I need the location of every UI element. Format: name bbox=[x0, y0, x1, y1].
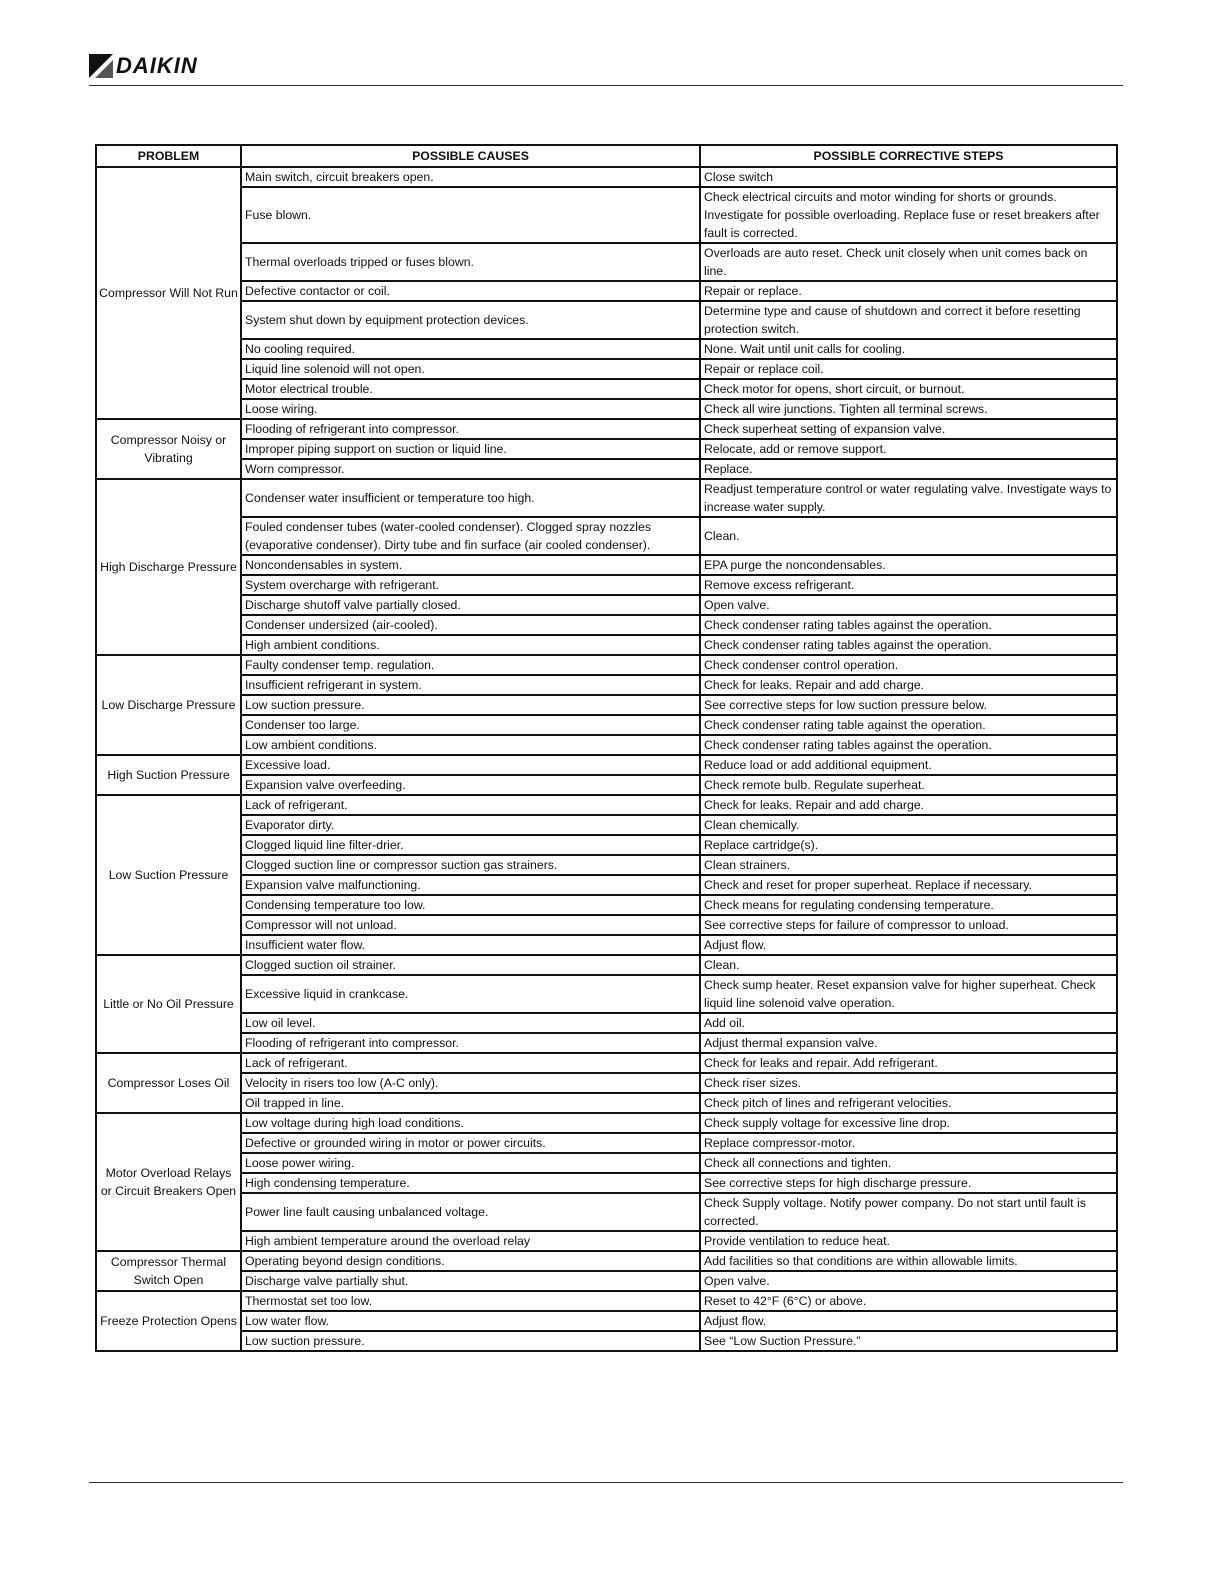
corrective-step-cell: Readjust temperature control or water regulating valve. Investigate ways to increase water supply. bbox=[700, 479, 1117, 517]
table-header-row bbox=[96, 145, 1117, 167]
table-row bbox=[96, 635, 1117, 655]
table-row bbox=[96, 935, 1117, 955]
cause-cell: Improper piping support on suction or liquid line. bbox=[241, 439, 700, 459]
table-row bbox=[96, 735, 1117, 755]
table-row bbox=[96, 1013, 1117, 1033]
table-row bbox=[96, 167, 1117, 187]
table-row bbox=[96, 555, 1117, 575]
table-row bbox=[96, 439, 1117, 459]
cause-cell: Motor electrical trouble. bbox=[241, 379, 700, 399]
table-row bbox=[96, 615, 1117, 635]
corrective-step-cell: Check means for regulating condensing temperature. bbox=[700, 895, 1117, 915]
corrective-step-cell: Clean. bbox=[700, 955, 1117, 975]
troubleshooting-table bbox=[95, 144, 1118, 1352]
table-row bbox=[96, 359, 1117, 379]
problem-cell: Compressor Loses Oil bbox=[96, 1053, 241, 1113]
cause-cell: Compressor will not unload. bbox=[241, 915, 700, 935]
table-row bbox=[96, 1291, 1117, 1311]
cause-cell: High condensing temperature. bbox=[241, 1173, 700, 1193]
footer-rule bbox=[89, 1482, 1123, 1483]
table-row bbox=[96, 379, 1117, 399]
corrective-step-cell: See corrective steps for high discharge pressure. bbox=[700, 1173, 1117, 1193]
table-row bbox=[96, 243, 1117, 281]
cause-cell: Insufficient refrigerant in system. bbox=[241, 675, 700, 695]
cause-cell: Discharge shutoff valve partially closed. bbox=[241, 595, 700, 615]
cause-cell: Power line fault causing unbalanced voltage. bbox=[241, 1193, 700, 1231]
header-rule bbox=[89, 85, 1123, 86]
cause-cell: Clogged suction oil strainer. bbox=[241, 955, 700, 975]
table-row bbox=[96, 755, 1117, 775]
cause-cell: Clogged suction line or compressor suction gas strainers. bbox=[241, 855, 700, 875]
table-row bbox=[96, 655, 1117, 675]
cause-cell: Velocity in risers too low (A-C only). bbox=[241, 1073, 700, 1093]
corrective-step-cell: Overloads are auto reset. Check unit closely when unit comes back on line. bbox=[700, 243, 1117, 281]
cause-cell: Oil trapped in line. bbox=[241, 1093, 700, 1113]
table-row bbox=[96, 187, 1117, 243]
corrective-step-cell: Check supply voltage for excessive line drop. bbox=[700, 1113, 1117, 1133]
cause-cell: Low voltage during high load conditions. bbox=[241, 1113, 700, 1133]
problem-cell: Low Suction Pressure bbox=[96, 795, 241, 955]
table-row bbox=[96, 1133, 1117, 1153]
table-body bbox=[96, 167, 1117, 1351]
table-row bbox=[96, 339, 1117, 359]
cause-cell: High ambient temperature around the overload relay bbox=[241, 1231, 700, 1251]
cause-cell: System overcharge with refrigerant. bbox=[241, 575, 700, 595]
cause-cell: Defective or grounded wiring in motor or power circuits. bbox=[241, 1133, 700, 1153]
table-row bbox=[96, 479, 1117, 517]
problem-cell: Compressor Will Not Run bbox=[96, 167, 241, 419]
header bbox=[89, 54, 198, 78]
problem-cell: High Suction Pressure bbox=[96, 755, 241, 795]
table-row bbox=[96, 1113, 1117, 1133]
table-row bbox=[96, 1033, 1117, 1053]
corrective-step-cell: Check superheat setting of expansion valve. bbox=[700, 419, 1117, 439]
corrective-step-cell: Repair or replace. bbox=[700, 281, 1117, 301]
table-row bbox=[96, 1311, 1117, 1331]
corrective-step-cell: Determine type and cause of shutdown and correct it before resetting protection switch. bbox=[700, 301, 1117, 339]
table-row bbox=[96, 1173, 1117, 1193]
corrective-step-cell: Check condenser rating table against the operation. bbox=[700, 715, 1117, 735]
corrective-step-cell: Replace cartridge(s). bbox=[700, 835, 1117, 855]
problem-cell: High Discharge Pressure bbox=[96, 479, 241, 655]
table-row bbox=[96, 715, 1117, 735]
cause-cell: Discharge valve partially shut. bbox=[241, 1271, 700, 1291]
corrective-step-cell: Clean. bbox=[700, 517, 1117, 555]
cause-cell: System shut down by equipment protection devices. bbox=[241, 301, 700, 339]
cause-cell: Fuse blown. bbox=[241, 187, 700, 243]
table-row bbox=[96, 459, 1117, 479]
cause-cell: Low suction pressure. bbox=[241, 695, 700, 715]
corrective-step-cell: Check for leaks. Repair and add charge. bbox=[700, 795, 1117, 815]
table-row bbox=[96, 955, 1117, 975]
corrective-step-cell: Remove excess refrigerant. bbox=[700, 575, 1117, 595]
table-row bbox=[96, 675, 1117, 695]
corrective-step-cell: See corrective steps for failure of compressor to unload. bbox=[700, 915, 1117, 935]
table-row bbox=[96, 1093, 1117, 1113]
cause-cell: Noncondensables in system. bbox=[241, 555, 700, 575]
corrective-step-cell: Adjust flow. bbox=[700, 1311, 1117, 1331]
daikin-logo-icon bbox=[89, 54, 113, 78]
cause-cell: Flooding of refrigerant into compressor. bbox=[241, 419, 700, 439]
cause-cell: Condenser water insufficient or temperature too high. bbox=[241, 479, 700, 517]
corrective-step-cell: Provide ventilation to reduce heat. bbox=[700, 1231, 1117, 1251]
header-problem: PROBLEM bbox=[96, 145, 241, 167]
corrective-step-cell: Add facilities so that conditions are within allowable limits. bbox=[700, 1251, 1117, 1271]
table-row bbox=[96, 595, 1117, 615]
cause-cell: Low oil level. bbox=[241, 1013, 700, 1033]
corrective-step-cell: Check for leaks. Repair and add charge. bbox=[700, 675, 1117, 695]
corrective-step-cell: Check condenser rating tables against the operation. bbox=[700, 635, 1117, 655]
cause-cell: Condenser undersized (air-cooled). bbox=[241, 615, 700, 635]
cause-cell: Insufficient water flow. bbox=[241, 935, 700, 955]
cause-cell: Low ambient conditions. bbox=[241, 735, 700, 755]
table-row bbox=[96, 775, 1117, 795]
cause-cell: Flooding of refrigerant into compressor. bbox=[241, 1033, 700, 1053]
cause-cell: Clogged liquid line filter-drier. bbox=[241, 835, 700, 855]
table-row bbox=[96, 1331, 1117, 1351]
cause-cell: Expansion valve malfunctioning. bbox=[241, 875, 700, 895]
corrective-step-cell: Close switch bbox=[700, 167, 1117, 187]
problem-cell: Little or No Oil Pressure bbox=[96, 955, 241, 1053]
corrective-step-cell: Open valve. bbox=[700, 1271, 1117, 1291]
cause-cell: Low suction pressure. bbox=[241, 1331, 700, 1351]
table-row bbox=[96, 1193, 1117, 1231]
table-row bbox=[96, 895, 1117, 915]
corrective-step-cell: None. Wait until unit calls for cooling. bbox=[700, 339, 1117, 359]
corrective-step-cell: Check electrical circuits and motor winding for shorts or grounds. Investigate for possible overloading. Replace fuse or reset breakers after fault is corrected. bbox=[700, 187, 1117, 243]
corrective-step-cell: Check condenser rating tables against the operation. bbox=[700, 735, 1117, 755]
corrective-step-cell: EPA purge the noncondensables. bbox=[700, 555, 1117, 575]
table-row bbox=[96, 855, 1117, 875]
cause-cell: Loose power wiring. bbox=[241, 1153, 700, 1173]
corrective-step-cell: See “Low Suction Pressure.” bbox=[700, 1331, 1117, 1351]
problem-cell: Motor Overload Relays or Circuit Breakers Open bbox=[96, 1113, 241, 1251]
problem-cell: Compressor Thermal Switch Open bbox=[96, 1251, 241, 1291]
corrective-step-cell: Check Supply voltage. Notify power company. Do not start until fault is corrected. bbox=[700, 1193, 1117, 1231]
table-row bbox=[96, 281, 1117, 301]
table-row bbox=[96, 419, 1117, 439]
cause-cell: Main switch, circuit breakers open. bbox=[241, 167, 700, 187]
header-steps: POSSIBLE CORRECTIVE STEPS bbox=[700, 145, 1117, 167]
table-row bbox=[96, 1053, 1117, 1073]
table-row bbox=[96, 1251, 1117, 1271]
corrective-step-cell: Check remote bulb. Regulate superheat. bbox=[700, 775, 1117, 795]
corrective-step-cell: Check and reset for proper superheat. Replace if necessary. bbox=[700, 875, 1117, 895]
cause-cell: Operating beyond design conditions. bbox=[241, 1251, 700, 1271]
corrective-step-cell: Reset to 42°F (6°C) or above. bbox=[700, 1291, 1117, 1311]
corrective-step-cell: Check condenser rating tables against the operation. bbox=[700, 615, 1117, 635]
corrective-step-cell: Clean chemically. bbox=[700, 815, 1117, 835]
corrective-step-cell: Reduce load or add additional equipment. bbox=[700, 755, 1117, 775]
corrective-step-cell: Open valve. bbox=[700, 595, 1117, 615]
corrective-step-cell: Adjust flow. bbox=[700, 935, 1117, 955]
cause-cell: Low water flow. bbox=[241, 1311, 700, 1331]
problem-cell: Low Discharge Pressure bbox=[96, 655, 241, 755]
cause-cell: Faulty condenser temp. regulation. bbox=[241, 655, 700, 675]
table-row bbox=[96, 875, 1117, 895]
brand-name: DAIKIN bbox=[116, 53, 198, 78]
corrective-step-cell: Replace compressor-motor. bbox=[700, 1133, 1117, 1153]
corrective-step-cell: Check motor for opens, short circuit, or burnout. bbox=[700, 379, 1117, 399]
table-row bbox=[96, 1271, 1117, 1291]
corrective-step-cell: Check all connections and tighten. bbox=[700, 1153, 1117, 1173]
corrective-step-cell: Check sump heater. Reset expansion valve for higher superheat. Check liquid line solenoid valve operation. bbox=[700, 975, 1117, 1013]
corrective-step-cell: Relocate, add or remove support. bbox=[700, 439, 1117, 459]
corrective-step-cell: Check all wire junctions. Tighten all terminal screws. bbox=[700, 399, 1117, 419]
cause-cell: No cooling required. bbox=[241, 339, 700, 359]
cause-cell: Worn compressor. bbox=[241, 459, 700, 479]
cause-cell: High ambient conditions. bbox=[241, 635, 700, 655]
corrective-step-cell: Check for leaks and repair. Add refrigerant. bbox=[700, 1053, 1117, 1073]
corrective-step-cell: Check riser sizes. bbox=[700, 1073, 1117, 1093]
table-row bbox=[96, 975, 1117, 1013]
table-row bbox=[96, 301, 1117, 339]
corrective-step-cell: Clean strainers. bbox=[700, 855, 1117, 875]
table-row bbox=[96, 1153, 1117, 1173]
corrective-step-cell: See corrective steps for low suction pressure below. bbox=[700, 695, 1117, 715]
table-row bbox=[96, 915, 1117, 935]
corrective-step-cell: Repair or replace coil. bbox=[700, 359, 1117, 379]
table-row bbox=[96, 517, 1117, 555]
table-row bbox=[96, 1073, 1117, 1093]
cause-cell: Loose wiring. bbox=[241, 399, 700, 419]
corrective-step-cell: Add oil. bbox=[700, 1013, 1117, 1033]
table-row bbox=[96, 399, 1117, 419]
table-row bbox=[96, 795, 1117, 815]
table-row bbox=[96, 575, 1117, 595]
cause-cell: Defective contactor or coil. bbox=[241, 281, 700, 301]
corrective-step-cell: Check pitch of lines and refrigerant velocities. bbox=[700, 1093, 1117, 1113]
corrective-step-cell: Replace. bbox=[700, 459, 1117, 479]
cause-cell: Condensing temperature too low. bbox=[241, 895, 700, 915]
problem-cell: Compressor Noisy or Vibrating bbox=[96, 419, 241, 479]
problem-cell: Freeze Protection Opens bbox=[96, 1291, 241, 1351]
corrective-step-cell: Check condenser control operation. bbox=[700, 655, 1117, 675]
cause-cell: Condenser too large. bbox=[241, 715, 700, 735]
corrective-step-cell: Adjust thermal expansion valve. bbox=[700, 1033, 1117, 1053]
cause-cell: Expansion valve overfeeding. bbox=[241, 775, 700, 795]
cause-cell: Lack of refrigerant. bbox=[241, 795, 700, 815]
cause-cell: Liquid line solenoid will not open. bbox=[241, 359, 700, 379]
cause-cell: Fouled condenser tubes (water-cooled condenser). Clogged spray nozzles (evaporative condenser). Dirty tube and fin surface (air cooled condenser). bbox=[241, 517, 700, 555]
table-row bbox=[96, 1231, 1117, 1251]
cause-cell: Excessive liquid in crankcase. bbox=[241, 975, 700, 1013]
header-causes: POSSIBLE CAUSES bbox=[241, 145, 700, 167]
table-row bbox=[96, 835, 1117, 855]
table-row bbox=[96, 695, 1117, 715]
cause-cell: Evaporator dirty. bbox=[241, 815, 700, 835]
cause-cell: Lack of refrigerant. bbox=[241, 1053, 700, 1073]
table-row bbox=[96, 815, 1117, 835]
cause-cell: Excessive load. bbox=[241, 755, 700, 775]
cause-cell: Thermal overloads tripped or fuses blown. bbox=[241, 243, 700, 281]
cause-cell: Thermostat set too low. bbox=[241, 1291, 700, 1311]
